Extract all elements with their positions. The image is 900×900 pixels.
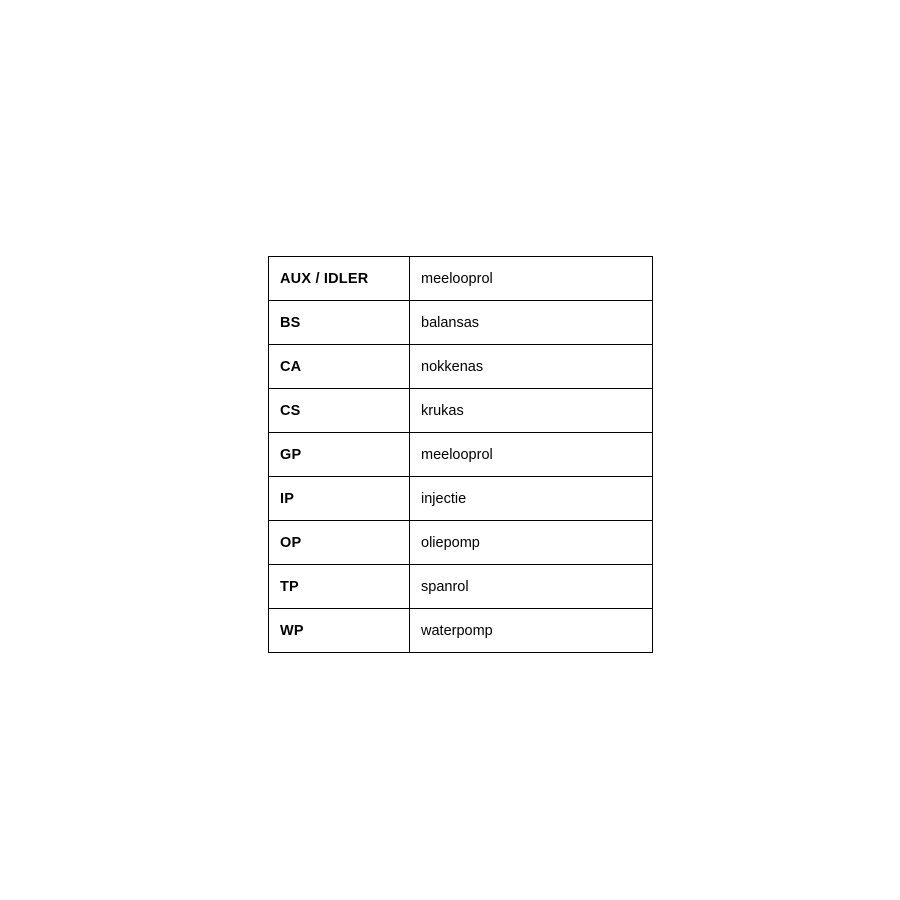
description-cell: injectie <box>410 477 653 521</box>
description-cell: oliepomp <box>410 521 653 565</box>
table-row <box>269 345 653 389</box>
abbreviation-cell: IP <box>269 477 410 521</box>
table-row <box>269 257 653 301</box>
description-cell: krukas <box>410 389 653 433</box>
table-row <box>269 301 653 345</box>
table-row <box>269 433 653 477</box>
legend-table-body <box>269 257 653 653</box>
abbreviation-cell: CS <box>269 389 410 433</box>
description-cell: balansas <box>410 301 653 345</box>
table-row <box>269 477 653 521</box>
description-cell: spanrol <box>410 565 653 609</box>
abbreviation-cell: OP <box>269 521 410 565</box>
abbreviation-cell: GP <box>269 433 410 477</box>
table-row <box>269 609 653 653</box>
description-cell: meelooprol <box>410 433 653 477</box>
abbreviation-cell: WP <box>269 609 410 653</box>
abbreviation-cell: TP <box>269 565 410 609</box>
description-cell: nokkenas <box>410 345 653 389</box>
abbreviation-cell: AUX / IDLER <box>269 257 410 301</box>
description-cell: waterpomp <box>410 609 653 653</box>
table-row <box>269 565 653 609</box>
table-row <box>269 389 653 433</box>
abbreviation-cell: BS <box>269 301 410 345</box>
description-cell: meelooprol <box>410 257 653 301</box>
abbreviation-cell: CA <box>269 345 410 389</box>
table-row <box>269 521 653 565</box>
abbreviation-legend-table <box>268 256 653 653</box>
